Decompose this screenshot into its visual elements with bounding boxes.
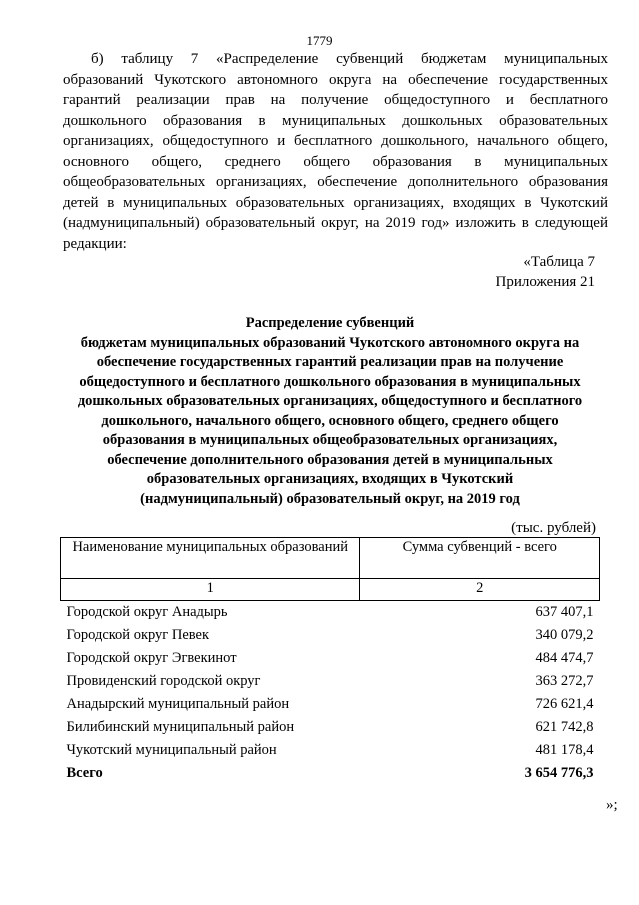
title-line: (надмуниципальный) образовательный округ, на 2019 год: [140, 490, 520, 507]
table-header-row: [61, 538, 600, 579]
municipality-name: Чукотский муниципальный район: [66, 742, 277, 758]
title-line: образования в муниципальных общеобразовательных организациях,: [102, 432, 558, 448]
closing-quote-mark: »;: [606, 797, 618, 813]
table-row: [61, 601, 600, 625]
amount-value: 481 178,4: [535, 742, 594, 758]
municipality-name: Городской округ Певек: [66, 627, 210, 643]
column-number: 1: [61, 579, 360, 601]
table-ref-line2: Приложения 21: [495, 274, 595, 290]
title-line: общедоступного и бесплатного дошкольного образования в муниципальных: [79, 373, 581, 390]
total-label: Всего: [66, 765, 103, 781]
page-number: 1779: [306, 33, 333, 48]
table-row: [61, 670, 600, 693]
header-amount: Сумма субвенций - всего: [360, 538, 600, 579]
amount-value: 637 407,1: [535, 604, 594, 620]
column-number: 2: [360, 579, 600, 601]
table-row: [61, 739, 600, 762]
table-reference: [400, 252, 595, 292]
title-line: дошкольного, начального общего, основного общего, среднего общего: [101, 412, 559, 429]
title-line: образовательных организациях, входящих в Чукотский: [146, 471, 514, 487]
municipality-name: Городской округ Анадырь: [66, 604, 228, 620]
title-line: Распределение субвенций: [245, 315, 415, 331]
table-row: [61, 624, 600, 647]
amount-value: 726 621,4: [535, 696, 594, 712]
amount-value: 340 079,2: [535, 627, 594, 643]
table-row: [61, 716, 600, 739]
header-municipality: Наименование муниципальных образований: [61, 538, 360, 579]
total-row: [61, 762, 600, 785]
municipality-name: Городской округ Эгвекинот: [66, 650, 237, 666]
table-row: [61, 647, 600, 670]
amount-value: 484 474,7: [535, 650, 594, 666]
title-line: дошкольных образовательных организациях, общедоступного и бесплатного: [77, 393, 583, 409]
municipality-name: Провиденский городской округ: [66, 673, 261, 689]
units-label: (тыс. рублей): [511, 520, 596, 536]
document-title: [60, 314, 600, 509]
amount-value: 363 272,7: [535, 673, 594, 689]
subvention-table: [60, 537, 600, 785]
municipality-name: Билибинский муниципальный район: [66, 719, 295, 735]
title-line: обеспечение государственных гарантий реализации прав на получение: [96, 354, 564, 370]
amount-value: 621 742,8: [535, 719, 594, 735]
total-value: 3 654 776,3: [524, 765, 594, 781]
table-ref-line1: «Таблица 7: [523, 254, 595, 270]
table-row: [61, 693, 600, 716]
column-number-row: [61, 579, 600, 601]
municipality-name: Анадырский муниципальный район: [66, 696, 290, 712]
title-line: обеспечение дополнительного образования детей в муниципальных: [107, 451, 553, 468]
intro-paragraph: б) таблицу 7 «Распределение субвенций бюджетам муниципальных образований Чукотского автономного округа на обеспечение государственных гарантий реализации прав на получение общедоступного и бесплатного дошкольного образования в муниципальных дошкольных образовательных организациях, общедоступного и бесплатного дошкольного, начального общего, основного общего, среднего общего образования в муниципальных общеобразовательных организациях, обеспечение дополнительного образования детей в муниципальных образовательных организациях, входящих в Чукотский (надмуниципальный) образовательный округ, на 2019 год» изложить в следующей редакции:: [63, 51, 608, 252]
title-line: бюджетам муниципальных образований Чукотского автономного округа на: [80, 334, 580, 351]
